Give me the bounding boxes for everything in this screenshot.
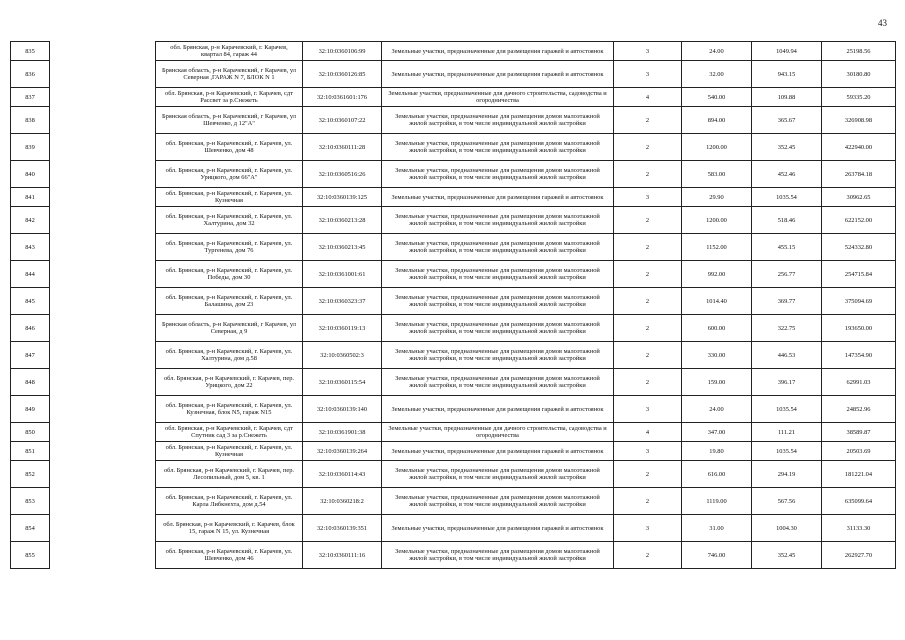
permitted-use-cell: Земельные участки, предназначенные для размещения домов малоэтажной жилой застройки, в том числе индивидуальной жилой застройки <box>382 161 614 188</box>
address-cell: обл. Брянская, р-н Карачевский, г. Карачев, ул. Шевченко, дом 46 <box>156 542 303 569</box>
cadastral-value-table <box>10 41 896 569</box>
row-gap-cell <box>50 134 156 161</box>
use-group-cell: 2 <box>614 288 682 315</box>
use-group-cell: 2 <box>614 134 682 161</box>
row-number-cell: 843 <box>11 234 50 261</box>
specific-value-cell: 109.88 <box>752 88 822 107</box>
cadastral-value-cell: 147354.90 <box>822 342 896 369</box>
cadastral-number-cell: 32:10:0360139:140 <box>303 396 382 423</box>
page-number: 43 <box>878 18 887 28</box>
address-cell: Брянская область, р-н Карачевский, г Карачев, ул Северная ,ГАРАЖ N 7, БЛОК N 1 <box>156 61 303 88</box>
table-row <box>11 461 896 488</box>
row-gap-cell <box>50 342 156 369</box>
cadastral-value-cell: 59335.20 <box>822 88 896 107</box>
cadastral-number-cell: 32:10:0361001:61 <box>303 261 382 288</box>
cadastral-number-cell: 32:10:0360502:3 <box>303 342 382 369</box>
area-cell: 1014.40 <box>682 288 752 315</box>
use-group-cell: 2 <box>614 542 682 569</box>
area-cell: 29.90 <box>682 188 752 207</box>
row-gap-cell <box>50 542 156 569</box>
table-row <box>11 107 896 134</box>
table-body <box>11 42 896 569</box>
cadastral-number-cell: 32:10:0361601:176 <box>303 88 382 107</box>
cadastral-number-cell: 32:10:0360111:16 <box>303 542 382 569</box>
use-group-cell: 2 <box>614 488 682 515</box>
address-cell: обл. Брянская, р-н Карачевский, г. Карачев, сдт Спутник сад 3 за р.Снежеть <box>156 423 303 442</box>
table-row <box>11 261 896 288</box>
permitted-use-cell: Земельные участки, предназначенные для размещения домов малоэтажной жилой застройки, в том числе индивидуальной жилой застройки <box>382 369 614 396</box>
table-row <box>11 396 896 423</box>
row-number-cell: 848 <box>11 369 50 396</box>
permitted-use-cell: Земельные участки, предназначенные для размещения гаражей и автостоянок <box>382 515 614 542</box>
cadastral-value-cell: 181221.04 <box>822 461 896 488</box>
address-cell: обл. Брянская, р-н Карачевский, г. Карачев, ул. Тургенева, дом 76 <box>156 234 303 261</box>
table-row <box>11 188 896 207</box>
area-cell: 19.80 <box>682 442 752 461</box>
use-group-cell: 2 <box>614 315 682 342</box>
use-group-cell: 2 <box>614 207 682 234</box>
permitted-use-cell: Земельные участки, предназначенные для размещения домов малоэтажной жилой застройки, в том числе индивидуальной жилой застройки <box>382 107 614 134</box>
cadastral-number-cell: 32:10:0360139:125 <box>303 188 382 207</box>
table-row <box>11 88 896 107</box>
cadastral-value-cell: 262927.70 <box>822 542 896 569</box>
row-gap-cell <box>50 188 156 207</box>
cadastral-number-cell: 32:10:0360213:45 <box>303 234 382 261</box>
table-row <box>11 442 896 461</box>
cadastral-number-cell: 32:10:0360139:351 <box>303 515 382 542</box>
cadastral-number-cell: 32:10:0360213:28 <box>303 207 382 234</box>
use-group-cell: 3 <box>614 61 682 88</box>
cadastral-value-cell: 524332.80 <box>822 234 896 261</box>
specific-value-cell: 322.75 <box>752 315 822 342</box>
use-group-cell: 4 <box>614 88 682 107</box>
cadastral-value-cell: 254715.84 <box>822 261 896 288</box>
area-cell: 600.00 <box>682 315 752 342</box>
area-cell: 1152.00 <box>682 234 752 261</box>
cadastral-value-cell: 30180.80 <box>822 61 896 88</box>
table-row <box>11 488 896 515</box>
area-cell: 24.00 <box>682 42 752 61</box>
address-cell: обл. Брянская, р-н Карачевский, г. Карачев, ул. Халтурина, дом 32 <box>156 207 303 234</box>
use-group-cell: 3 <box>614 42 682 61</box>
specific-value-cell: 256.77 <box>752 261 822 288</box>
use-group-cell: 2 <box>614 461 682 488</box>
use-group-cell: 3 <box>614 396 682 423</box>
table-row <box>11 288 896 315</box>
table-row <box>11 42 896 61</box>
permitted-use-cell: Земельные участки, предназначенные для размещения гаражей и автостоянок <box>382 396 614 423</box>
use-group-cell: 2 <box>614 342 682 369</box>
area-cell: 894.00 <box>682 107 752 134</box>
address-cell: обл. Брянская, р-н Карачевский, г. Карачев, пер. Урицкого, дом 22 <box>156 369 303 396</box>
row-gap-cell <box>50 488 156 515</box>
area-cell: 540.00 <box>682 88 752 107</box>
address-cell: обл. Брянская, р-н Карачевский, г. Карачев, ул. Шевченко, дом 48 <box>156 134 303 161</box>
area-cell: 992.00 <box>682 261 752 288</box>
row-gap-cell <box>50 442 156 461</box>
permitted-use-cell: Земельные участки, предназначенные для размещения гаражей и автостоянок <box>382 61 614 88</box>
row-gap-cell <box>50 234 156 261</box>
cadastral-number-cell: 32:10:0360107:22 <box>303 107 382 134</box>
specific-value-cell: 567.56 <box>752 488 822 515</box>
specific-value-cell: 352.45 <box>752 134 822 161</box>
specific-value-cell: 452.46 <box>752 161 822 188</box>
use-group-cell: 4 <box>614 423 682 442</box>
table-row <box>11 423 896 442</box>
area-cell: 32.00 <box>682 61 752 88</box>
address-cell: обл. Брянская, р-н Карачевский, г. Карачев, ул. Кузнечная, блок N5, гараж N15 <box>156 396 303 423</box>
cadastral-number-cell: 32:10:0360111:28 <box>303 134 382 161</box>
permitted-use-cell: Земельные участки, предназначенные для размещения домов малоэтажной жилой застройки, в том числе индивидуальной жилой застройки <box>382 234 614 261</box>
area-cell: 330.00 <box>682 342 752 369</box>
address-cell: обл. Брянская, р-н Карачевский, г. Карачев, пер. Лесопильный, дом 5, кв. 1 <box>156 461 303 488</box>
cadastral-value-cell: 25198.56 <box>822 42 896 61</box>
address-cell: обл. Брянская, р-н Карачевский, г. Карачев, ул. Урицкого, дом 66"А" <box>156 161 303 188</box>
specific-value-cell: 365.67 <box>752 107 822 134</box>
row-number-cell: 841 <box>11 188 50 207</box>
row-gap-cell <box>50 261 156 288</box>
cadastral-value-cell: 263784.18 <box>822 161 896 188</box>
row-number-cell: 838 <box>11 107 50 134</box>
use-group-cell: 2 <box>614 161 682 188</box>
address-cell: обл. Брянская, р-н Карачевский, г. Карачев, ул. Кузнечная <box>156 442 303 461</box>
row-gap-cell <box>50 396 156 423</box>
specific-value-cell: 352.45 <box>752 542 822 569</box>
specific-value-cell: 1035.54 <box>752 396 822 423</box>
permitted-use-cell: Земельные участки, предназначенные для размещения гаражей и автостоянок <box>382 188 614 207</box>
row-number-cell: 850 <box>11 423 50 442</box>
table-row <box>11 542 896 569</box>
row-gap-cell <box>50 107 156 134</box>
permitted-use-cell: Земельные участки, предназначенные для размещения домов малоэтажной жилой застройки, в том числе индивидуальной жилой застройки <box>382 461 614 488</box>
permitted-use-cell: Земельные участки, предназначенные для размещения гаражей и автостоянок <box>382 442 614 461</box>
use-group-cell: 2 <box>614 261 682 288</box>
cadastral-value-cell: 422940.00 <box>822 134 896 161</box>
row-gap-cell <box>50 207 156 234</box>
permitted-use-cell: Земельные участки, предназначенные для размещения домов малоэтажной жилой застройки, в том числе индивидуальной жилой застройки <box>382 134 614 161</box>
specific-value-cell: 446.53 <box>752 342 822 369</box>
address-cell: обл. Брянская, р-н Карачевский, г. Карачев, ул. Карла Либкнехта, дом д.54 <box>156 488 303 515</box>
specific-value-cell: 1035.54 <box>752 188 822 207</box>
row-number-cell: 837 <box>11 88 50 107</box>
cadastral-number-cell: 32:10:0360516:26 <box>303 161 382 188</box>
cadastral-number-cell: 32:10:0361901:38 <box>303 423 382 442</box>
address-cell: Брянская область, р-н Карачевский, г Карачев, ул Шевченко, д 12"А" <box>156 107 303 134</box>
cadastral-number-cell: 32:10:0360115:54 <box>303 369 382 396</box>
row-number-cell: 842 <box>11 207 50 234</box>
table-row <box>11 342 896 369</box>
use-group-cell: 2 <box>614 107 682 134</box>
row-gap-cell <box>50 369 156 396</box>
address-cell: обл. Брянская, р-н Карачевский, г. Карачев, квартал 84, гараж 44 <box>156 42 303 61</box>
area-cell: 583.00 <box>682 161 752 188</box>
area-cell: 347.00 <box>682 423 752 442</box>
specific-value-cell: 1004.30 <box>752 515 822 542</box>
permitted-use-cell: Земельные участки, предназначенные для размещения домов малоэтажной жилой застройки, в том числе индивидуальной жилой застройки <box>382 542 614 569</box>
specific-value-cell: 455.15 <box>752 234 822 261</box>
cadastral-value-cell: 30962.65 <box>822 188 896 207</box>
address-cell: Брянская область, р-н Карачевский, г Карачев, ул Северная, д 9 <box>156 315 303 342</box>
specific-value-cell: 1035.54 <box>752 442 822 461</box>
row-number-cell: 855 <box>11 542 50 569</box>
address-cell: обл. Брянская, р-н Карачевский, г. Карачев, ул. Халтурина, дом д.58 <box>156 342 303 369</box>
row-number-cell: 836 <box>11 61 50 88</box>
permitted-use-cell: Земельные участки, предназначенные для размещения домов малоэтажной жилой застройки, в том числе индивидуальной жилой застройки <box>382 342 614 369</box>
cadastral-number-cell: 32:10:0360114:43 <box>303 461 382 488</box>
specific-value-cell: 518.46 <box>752 207 822 234</box>
area-cell: 31.00 <box>682 515 752 542</box>
permitted-use-cell: Земельные участки, предназначенные для размещения домов малоэтажной жилой застройки, в том числе индивидуальной жилой застройки <box>382 207 614 234</box>
permitted-use-cell: Земельные участки, предназначенные для размещения домов малоэтажной жилой застройки, в том числе индивидуальной жилой застройки <box>382 261 614 288</box>
cadastral-value-cell: 193650.00 <box>822 315 896 342</box>
use-group-cell: 2 <box>614 234 682 261</box>
cadastral-value-cell: 635099.64 <box>822 488 896 515</box>
permitted-use-cell: Земельные участки, предназначенные для размещения домов малоэтажной жилой застройки, в том числе индивидуальной жилой застройки <box>382 288 614 315</box>
cadastral-number-cell: 32:10:0360119:13 <box>303 315 382 342</box>
row-gap-cell <box>50 515 156 542</box>
area-cell: 616.00 <box>682 461 752 488</box>
cadastral-value-cell: 20503.69 <box>822 442 896 461</box>
cadastral-value-cell: 622152.00 <box>822 207 896 234</box>
permitted-use-cell: Земельные участки, предназначенные для дачного строительства, садоводства и огородничества <box>382 88 614 107</box>
row-number-cell: 847 <box>11 342 50 369</box>
cadastral-number-cell: 32:10:0360323:37 <box>303 288 382 315</box>
area-cell: 24.00 <box>682 396 752 423</box>
row-number-cell: 840 <box>11 161 50 188</box>
row-number-cell: 852 <box>11 461 50 488</box>
specific-value-cell: 396.17 <box>752 369 822 396</box>
row-number-cell: 849 <box>11 396 50 423</box>
table-row <box>11 61 896 88</box>
table-row <box>11 234 896 261</box>
address-cell: обл. Брянская, р-н Карачевский, г. Карачев, ул. Кузнечная <box>156 188 303 207</box>
row-number-cell: 845 <box>11 288 50 315</box>
area-cell: 746.00 <box>682 542 752 569</box>
permitted-use-cell: Земельные участки, предназначенные для размещения домов малоэтажной жилой застройки, в том числе индивидуальной жилой застройки <box>382 488 614 515</box>
use-group-cell: 2 <box>614 369 682 396</box>
row-gap-cell <box>50 423 156 442</box>
table-row <box>11 315 896 342</box>
specific-value-cell: 369.77 <box>752 288 822 315</box>
permitted-use-cell: Земельные участки, предназначенные для размещения гаражей и автостоянок <box>382 42 614 61</box>
use-group-cell: 3 <box>614 442 682 461</box>
cadastral-value-cell: 326908.98 <box>822 107 896 134</box>
address-cell: обл. Брянская, р-н Карачевский, г. Карачев, ул. Балашина, дом 23 <box>156 288 303 315</box>
cadastral-value-cell: 31133.30 <box>822 515 896 542</box>
specific-value-cell: 294.19 <box>752 461 822 488</box>
row-number-cell: 853 <box>11 488 50 515</box>
cadastral-value-cell: 24852.96 <box>822 396 896 423</box>
specific-value-cell: 1049.94 <box>752 42 822 61</box>
address-cell: обл. Брянская, р-н Карачевский, г. Карачев, блок 15, гараж N 15, ул. Кузнечная <box>156 515 303 542</box>
row-number-cell: 835 <box>11 42 50 61</box>
table-row <box>11 134 896 161</box>
use-group-cell: 3 <box>614 188 682 207</box>
cadastral-value-cell: 38589.87 <box>822 423 896 442</box>
permitted-use-cell: Земельные участки, предназначенные для дачного строительства, садоводства и огородничества <box>382 423 614 442</box>
table-row <box>11 161 896 188</box>
row-gap-cell <box>50 315 156 342</box>
row-number-cell: 839 <box>11 134 50 161</box>
row-gap-cell <box>50 42 156 61</box>
specific-value-cell: 943.15 <box>752 61 822 88</box>
use-group-cell: 3 <box>614 515 682 542</box>
specific-value-cell: 111.21 <box>752 423 822 442</box>
row-gap-cell <box>50 161 156 188</box>
permitted-use-cell: Земельные участки, предназначенные для размещения домов малоэтажной жилой застройки, в том числе индивидуальной жилой застройки <box>382 315 614 342</box>
cadastral-number-cell: 32:10:0360139:264 <box>303 442 382 461</box>
cadastral-value-cell: 375094.69 <box>822 288 896 315</box>
cadastral-number-cell: 32:10:0360106:99 <box>303 42 382 61</box>
area-cell: 1200.00 <box>682 134 752 161</box>
cadastral-number-cell: 32:10:0360126:85 <box>303 61 382 88</box>
row-number-cell: 846 <box>11 315 50 342</box>
row-number-cell: 854 <box>11 515 50 542</box>
area-cell: 1119.00 <box>682 488 752 515</box>
cadastral-number-cell: 32:10:0360218:2 <box>303 488 382 515</box>
cadastral-value-cell: 62991.03 <box>822 369 896 396</box>
row-gap-cell <box>50 288 156 315</box>
table-row <box>11 369 896 396</box>
area-cell: 159.00 <box>682 369 752 396</box>
table-row <box>11 515 896 542</box>
row-gap-cell <box>50 61 156 88</box>
row-number-cell: 844 <box>11 261 50 288</box>
row-gap-cell <box>50 461 156 488</box>
table-row <box>11 207 896 234</box>
address-cell: обл. Брянская, р-н Карачевский, г. Карачев, сдт Рассвет за р.Снежеть <box>156 88 303 107</box>
row-number-cell: 851 <box>11 442 50 461</box>
row-gap-cell <box>50 88 156 107</box>
address-cell: обл. Брянская, р-н Карачевский, г. Карачев, ул. Победы, дом 30 <box>156 261 303 288</box>
area-cell: 1200.00 <box>682 207 752 234</box>
